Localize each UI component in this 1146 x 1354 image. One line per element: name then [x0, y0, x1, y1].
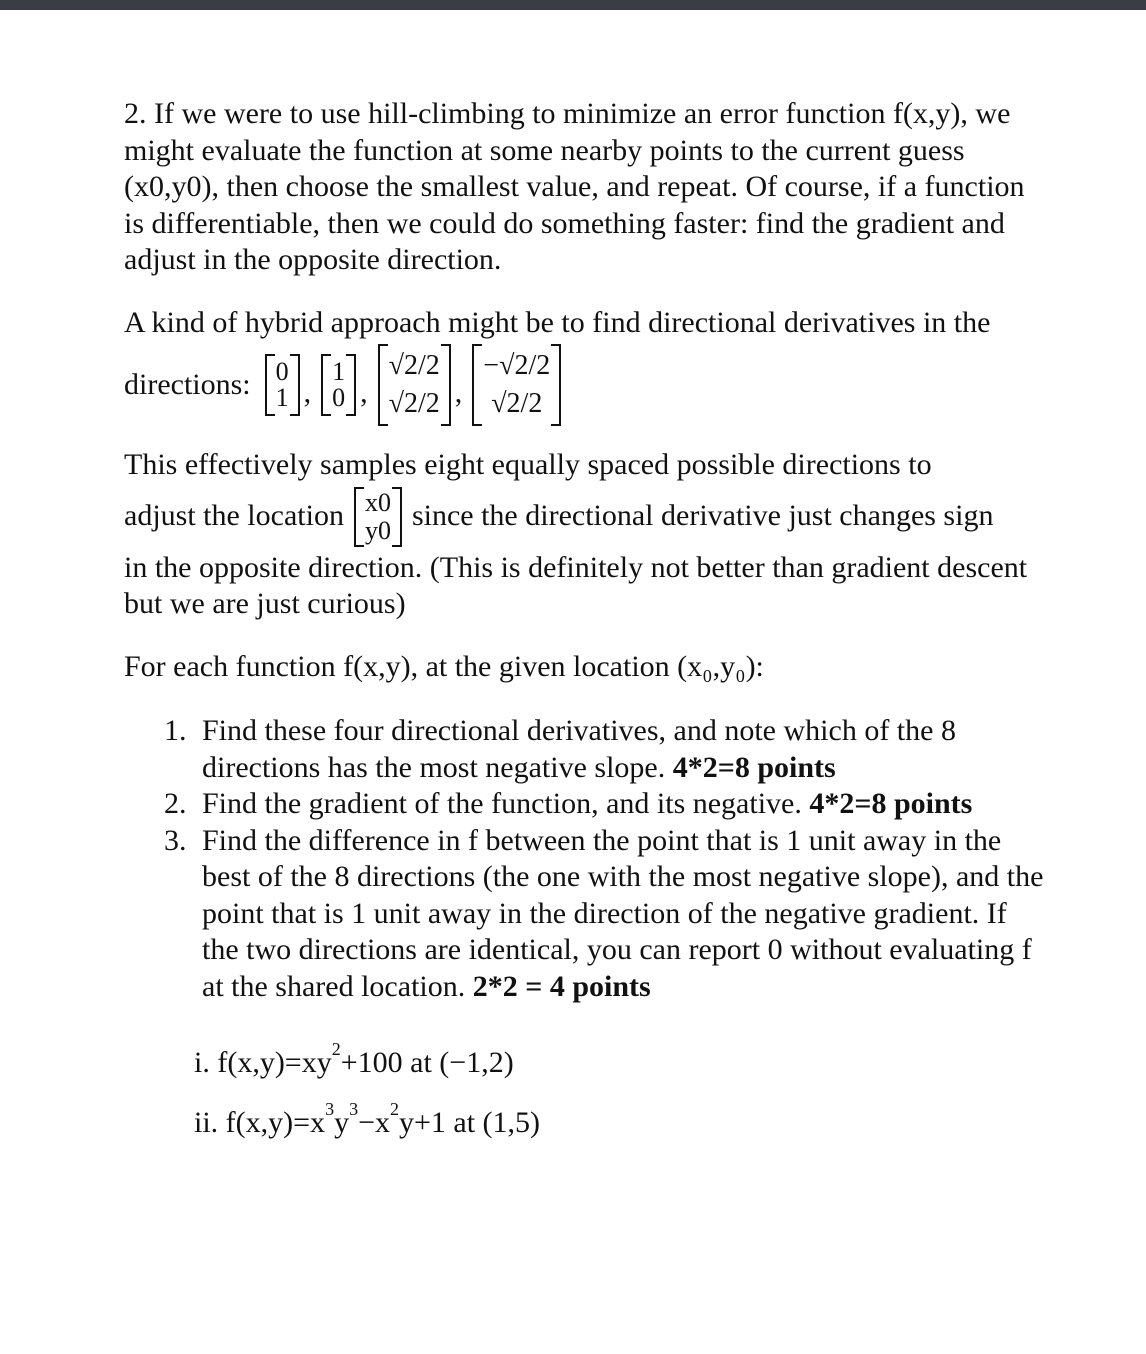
vector-entry: √2/2: [491, 388, 543, 419]
vector-entry: 1: [275, 383, 289, 412]
direction-vector-3: [378, 344, 451, 426]
directions-line: [124, 343, 1044, 427]
vector-entry: x0: [364, 487, 391, 517]
directions-intro-text: A kind of hybrid approach might be to find directional derivatives in the: [124, 305, 991, 339]
vector-entry: y0: [364, 515, 391, 545]
window-top-bar: [0, 0, 1146, 10]
intro-paragraph: 2. If we were to use hill-climbing to minimize an error function f(x,y), we might evaluate the function at some nearby points to the current guess (x0,y0), then choose the smallest value, and repeat. Of course, if a function is differentiable, then we could do something faster: find the gradient and adjust in the opposite direction.: [124, 97, 1025, 276]
vector-entry: √2/2: [388, 350, 440, 381]
function-text: y: [334, 1106, 350, 1139]
directions-label: directions:: [124, 367, 251, 401]
direction-vector-4: [472, 344, 561, 426]
location-vector: [354, 487, 402, 547]
function-item-1: [194, 1033, 1044, 1077]
directions-paragraph: [124, 305, 1044, 428]
location-line: [124, 484, 1044, 550]
function-text: −x: [358, 1106, 390, 1139]
sampling-rest-text: in the opposite direction. (This is definitely not better than gradient descent but we are just curious): [124, 550, 1028, 620]
location-after-text: since the directional derivative just changes sign: [411, 499, 994, 533]
comma-separator: ,: [303, 375, 312, 409]
task-points: 2*2 = 4 points: [472, 969, 651, 1003]
task-text: Find these four directional derivatives, and note which of the 8 directions has the most negative slope.: [202, 714, 956, 784]
function-item-2: [194, 1093, 1044, 1137]
function-text: ii. f(x,y)=x: [194, 1106, 326, 1139]
vector-entry: 1: [332, 357, 346, 386]
exponent: 3: [325, 1099, 335, 1119]
exponent: 3: [349, 1099, 359, 1119]
task-list: [124, 713, 1044, 1005]
direction-vector-2: [321, 354, 356, 416]
task-points: 4*2=8 points: [672, 750, 836, 784]
vector-entry: −√2/2: [483, 350, 551, 381]
task-text: Find the difference in f between the point that is 1 unit away in the best of the 8 directions (the one with the most negative slope), and the point that is 1 unit away in the direction of the negative gradient. If the two directions are identical, you can report 0 without evaluating f at the shared location.: [202, 823, 1044, 1003]
comma-separator: ,: [360, 375, 368, 409]
function-text: y+1 at (1,5): [398, 1106, 541, 1139]
exponent: 2: [389, 1099, 399, 1119]
sampling-line-1: This effectively samples eight equally spaced possible directions to: [124, 448, 932, 481]
exponent: 2: [331, 1039, 341, 1059]
function-text: +100 at (−1,2): [340, 1046, 514, 1079]
task-points: 4*2=8 points: [809, 787, 973, 820]
comma-separator: ,: [454, 375, 463, 409]
task-item: [194, 786, 1044, 823]
location-before-text: adjust the location: [124, 499, 344, 533]
vector-entry: 0: [275, 357, 289, 386]
instructions-intro: For each function f(x,y), at the given location (x₀,y₀):: [124, 649, 764, 683]
task-item: [194, 713, 1044, 786]
function-text: i. f(x,y)=xy: [194, 1046, 332, 1079]
document-body: [124, 96, 1044, 1153]
task-text: Find the gradient of the function, and its negative.: [202, 787, 802, 820]
task-item: [194, 823, 1044, 1006]
direction-vector-1: [265, 354, 300, 416]
sampling-paragraph: [124, 447, 1044, 623]
function-list: [124, 1033, 1044, 1137]
vector-entry: 0: [332, 383, 346, 412]
vector-entry: √2/2: [388, 388, 440, 419]
